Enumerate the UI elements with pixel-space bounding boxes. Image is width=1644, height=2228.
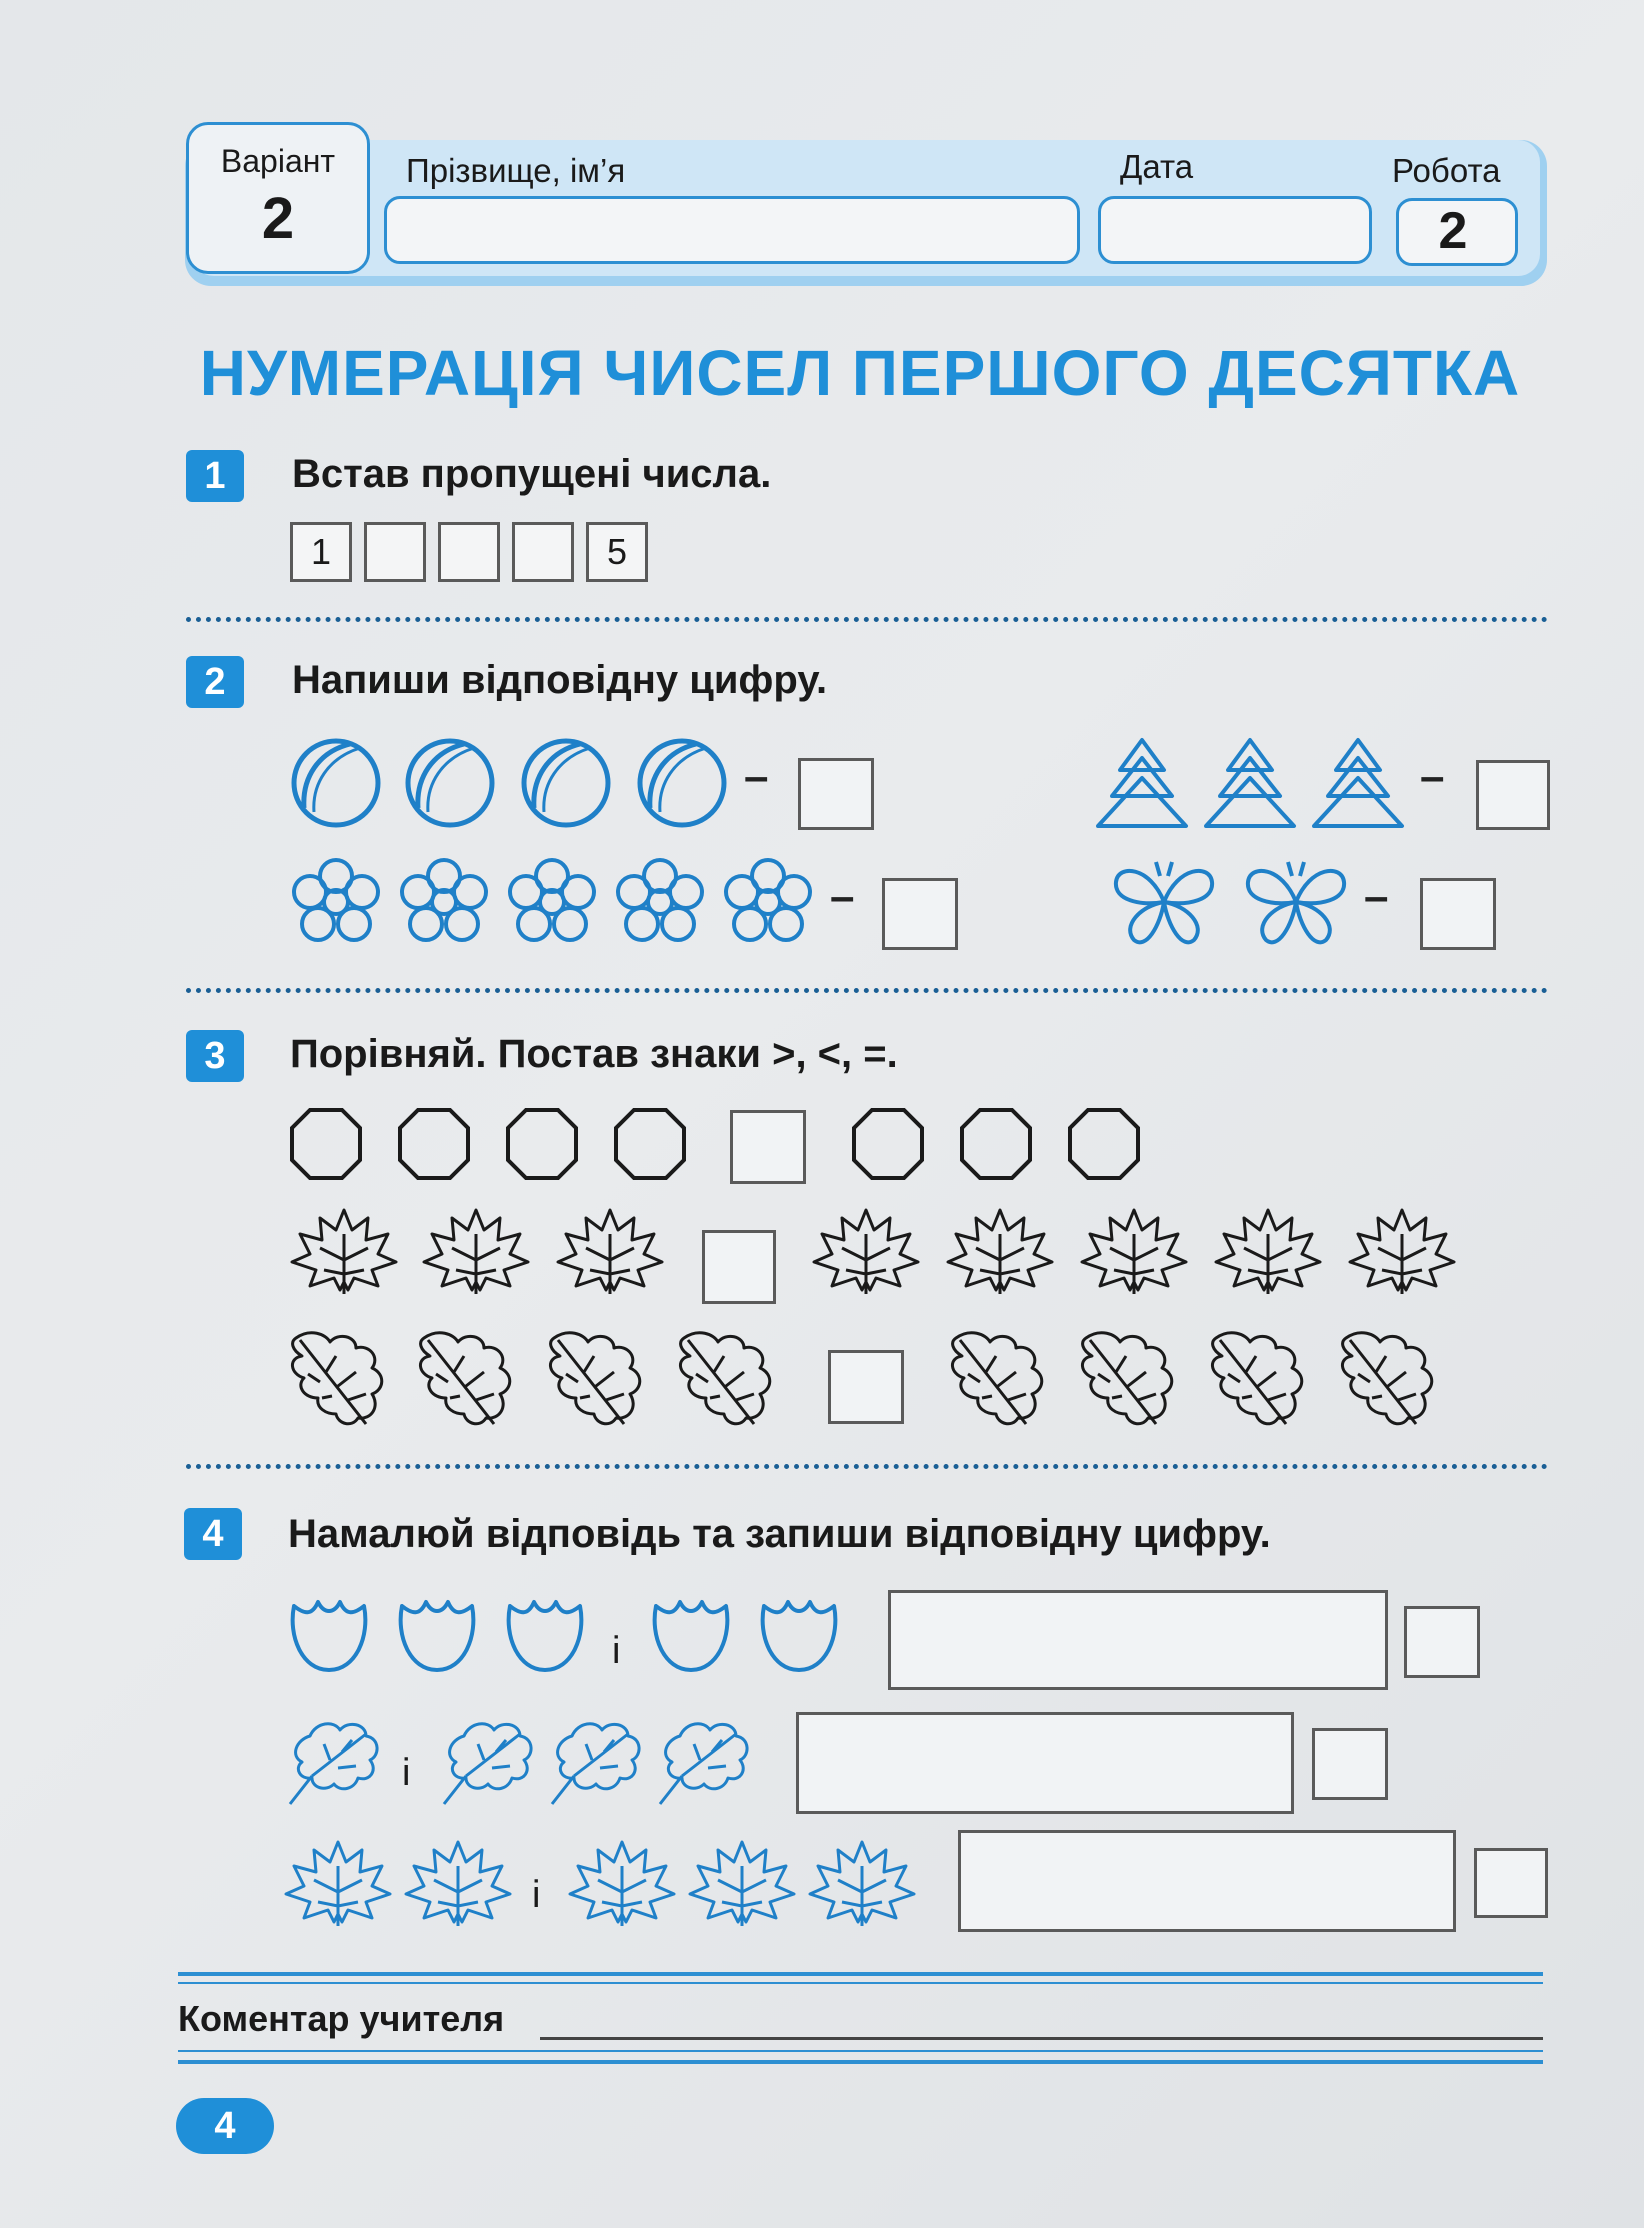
butterfly-icon [1110, 856, 1218, 948]
flower-icon [288, 856, 384, 948]
octagon-icon [958, 1106, 1034, 1182]
task-1-text: Встав пропущені числа. [292, 452, 772, 496]
oak-leaf-icon [1076, 1324, 1186, 1428]
tulip-icon [754, 1596, 844, 1676]
maple-leaf-icon [288, 1204, 400, 1296]
and-label: і [612, 1630, 621, 1672]
rule-line [178, 1972, 1543, 1976]
answer-box[interactable] [1474, 1848, 1548, 1918]
oak-leaf-icon [652, 1716, 752, 1808]
oak-leaf-icon [1206, 1324, 1316, 1428]
oak-leaf-icon [674, 1324, 784, 1428]
task-3-number: 3 [186, 1030, 244, 1082]
octagon-icon [850, 1106, 926, 1182]
flower-icon [612, 856, 708, 948]
answer-box[interactable] [1312, 1728, 1388, 1800]
task-3-text: Порівняй. Постав знаки >, <, =. [290, 1032, 898, 1076]
date-field[interactable] [1098, 196, 1372, 264]
octagon-icon [396, 1106, 472, 1182]
answer-box[interactable] [882, 878, 958, 950]
name-label: Прізвище, ім’я [406, 152, 626, 189]
flower-icon [396, 856, 492, 948]
ball-icon [634, 738, 730, 828]
work-number: 2 [1438, 202, 1468, 260]
compare-box[interactable] [702, 1230, 776, 1304]
flower-icon [504, 856, 600, 948]
maple-leaf-icon [282, 1836, 394, 1928]
maple-leaf-icon [1346, 1204, 1458, 1296]
task-2-text: Напиши відповідну цифру. [292, 658, 828, 702]
ball-icon [518, 738, 614, 828]
date-label: Дата [1120, 148, 1194, 185]
octagon-icon [288, 1106, 364, 1182]
oak-leaf-icon [1336, 1324, 1446, 1428]
tulip-icon [500, 1596, 590, 1676]
name-field[interactable] [384, 196, 1080, 264]
dash: – [1364, 872, 1389, 921]
answer-box[interactable] [1476, 760, 1550, 830]
maple-leaf-icon [402, 1836, 514, 1928]
rule-line [178, 2060, 1543, 2064]
variant-label: Варіант [220, 143, 336, 179]
tulip-icon [392, 1596, 482, 1676]
maple-leaf-icon [944, 1204, 1056, 1296]
number-cell-3[interactable] [438, 522, 500, 582]
oak-leaf-icon [544, 1716, 644, 1808]
compare-box[interactable] [730, 1110, 806, 1184]
task-2-number: 2 [186, 656, 244, 708]
compare-box[interactable] [828, 1350, 904, 1424]
dash: – [830, 872, 855, 921]
number-cell-5: 5 [586, 522, 648, 582]
octagon-icon [612, 1106, 688, 1182]
drawing-box[interactable] [796, 1712, 1294, 1814]
task-4-text: Намалюй відповідь та запиши відповідну цифру. [288, 1512, 1271, 1556]
teacher-comment-field[interactable] [540, 2037, 1543, 2040]
number-cell-1: 1 [290, 522, 352, 582]
dash: – [744, 752, 769, 801]
oak-leaf-icon [414, 1324, 524, 1428]
maple-leaf-icon [566, 1836, 678, 1928]
variant-box [186, 122, 370, 274]
rule-line [178, 1982, 1543, 1984]
and-label: і [402, 1752, 411, 1794]
answer-box[interactable] [1420, 878, 1496, 950]
maple-leaf-icon [1212, 1204, 1324, 1296]
tulip-icon [284, 1596, 374, 1676]
maple-leaf-icon [420, 1204, 532, 1296]
task-1-number: 1 [186, 450, 244, 502]
drawing-box[interactable] [888, 1590, 1388, 1690]
variant-number: 2 [261, 186, 295, 251]
flower-icon [720, 856, 816, 948]
teacher-comment-label: Коментар учителя [178, 1998, 505, 2039]
page-number: 4 [176, 2098, 274, 2154]
and-label: і [532, 1874, 541, 1916]
oak-leaf-icon [946, 1324, 1056, 1428]
ball-icon [288, 738, 384, 828]
number-cell-4[interactable] [512, 522, 574, 582]
maple-leaf-icon [1078, 1204, 1190, 1296]
oak-leaf-icon [544, 1324, 654, 1428]
number-cell-2[interactable] [364, 522, 426, 582]
octagon-icon [1066, 1106, 1142, 1182]
dotted-divider [186, 1464, 1548, 1469]
octagon-icon [504, 1106, 580, 1182]
maple-leaf-icon [806, 1836, 918, 1928]
dotted-divider [186, 617, 1548, 622]
fir-tree-icon [1094, 736, 1190, 830]
answer-box[interactable] [1404, 1606, 1480, 1678]
maple-leaf-icon [554, 1204, 666, 1296]
butterfly-icon [1242, 856, 1350, 948]
maple-leaf-icon [686, 1836, 798, 1928]
dotted-divider [186, 988, 1548, 993]
maple-leaf-icon [810, 1204, 922, 1296]
rule-line [178, 2050, 1543, 2052]
tulip-icon [646, 1596, 736, 1676]
ball-icon [402, 738, 498, 828]
page-title: НУМЕРАЦІЯ ЧИСЕЛ ПЕРШОГО ДЕСЯТКА [199, 337, 1521, 409]
oak-leaf-icon [286, 1324, 396, 1428]
answer-box[interactable] [798, 758, 874, 830]
oak-leaf-icon [282, 1716, 382, 1808]
dash: – [1420, 752, 1445, 801]
task-4-number: 4 [184, 1508, 242, 1560]
oak-leaf-icon [436, 1716, 536, 1808]
drawing-box[interactable] [958, 1830, 1456, 1932]
work-label: Робота [1392, 152, 1501, 189]
fir-tree-icon [1310, 736, 1406, 830]
fir-tree-icon [1202, 736, 1298, 830]
